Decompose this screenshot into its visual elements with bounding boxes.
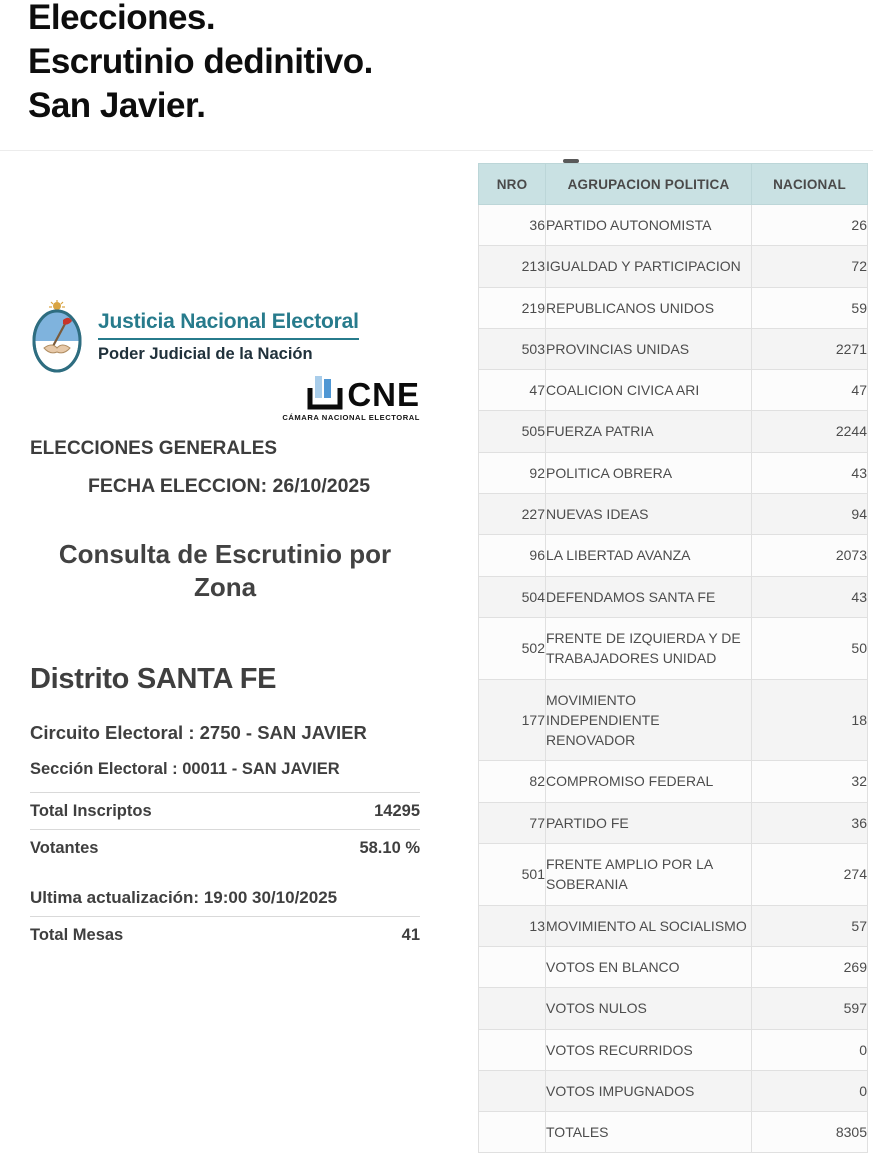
- table-row: [479, 370, 868, 411]
- stat-row-total-mesas: [30, 917, 420, 954]
- cell-agrupacion: PROVINCIAS UNIDAS: [546, 328, 752, 369]
- table-row: [479, 761, 868, 802]
- table-row: [479, 1112, 868, 1153]
- cell-agrupacion: PARTIDO AUTONOMISTA: [546, 205, 752, 246]
- stat-label: Votantes: [30, 838, 99, 857]
- table-row: [479, 246, 868, 287]
- cell-nro: 82: [479, 761, 546, 802]
- column-header-agrupacion: AGRUPACION POLITICA: [546, 164, 752, 205]
- table-row: [479, 494, 868, 535]
- cell-agrupacion: IGUALDAD Y PARTICIPACION: [546, 246, 752, 287]
- argentina-coat-of-arms-icon: [30, 300, 84, 374]
- cell-nro: [479, 1112, 546, 1153]
- cell-agrupacion: FRENTE AMPLIO POR LA SOBERANIA: [546, 844, 752, 906]
- cell-nacional: 72: [752, 246, 868, 287]
- cell-nro: 77: [479, 802, 546, 843]
- cell-nacional: 32: [752, 761, 868, 802]
- cne-logo-block: [30, 376, 420, 422]
- results-table-container: [478, 163, 867, 1153]
- table-row: [479, 988, 868, 1029]
- cell-agrupacion: COMPROMISO FEDERAL: [546, 761, 752, 802]
- cell-agrupacion: VOTOS NULOS: [546, 988, 752, 1029]
- cell-nacional: 43: [752, 576, 868, 617]
- table-row: [479, 328, 868, 369]
- section-divider: [0, 150, 873, 151]
- cell-agrupacion: FUERZA PATRIA: [546, 411, 752, 452]
- cell-nacional: 2271: [752, 328, 868, 369]
- cell-nro: [479, 988, 546, 1029]
- cell-agrupacion: COALICION CIVICA ARI: [546, 370, 752, 411]
- query-title: Consulta de Escrutinio por Zona: [58, 539, 392, 603]
- cell-nro: 505: [479, 411, 546, 452]
- jne-logo-text: [98, 300, 359, 364]
- cell-nacional: 2244: [752, 411, 868, 452]
- circuit-label: Circuito Electoral : 2750 - SAN JAVIER: [30, 721, 367, 743]
- cell-nro: [479, 1070, 546, 1111]
- last-update: Ultima actualización: 19:00 30/10/2025: [30, 888, 420, 917]
- cell-nacional: 8305: [752, 1112, 868, 1153]
- results-table: [478, 163, 868, 1153]
- cell-nacional: 0: [752, 1029, 868, 1070]
- results-table-body: [479, 205, 868, 1153]
- column-header-nacional: NACIONAL: [752, 164, 868, 205]
- table-row: [479, 679, 868, 761]
- table-row: [479, 617, 868, 679]
- cell-nacional: 47: [752, 370, 868, 411]
- jne-logo-row: [30, 300, 420, 374]
- cell-agrupacion: VOTOS IMPUGNADOS: [546, 1070, 752, 1111]
- cell-nro: 92: [479, 452, 546, 493]
- cell-nro: 227: [479, 494, 546, 535]
- page-title-line-1: Elecciones.: [28, 0, 216, 37]
- election-date: FECHA ELECCION: 26/10/2025: [88, 475, 371, 497]
- stat-row-inscriptos: [30, 793, 420, 830]
- cne-caption: CÁMARA NACIONAL ELECTORAL: [282, 413, 420, 422]
- table-row: [479, 1029, 868, 1070]
- section-label: Sección Electoral : 00011 - SAN JAVIER: [30, 759, 340, 778]
- results-table-header: [479, 164, 868, 205]
- cell-nro: 36: [479, 205, 546, 246]
- cell-nacional: 57: [752, 905, 868, 946]
- table-row: [479, 844, 868, 906]
- cell-nro: 213: [479, 246, 546, 287]
- cell-nro: [479, 1029, 546, 1070]
- stat-label: Total Inscriptos: [30, 801, 152, 820]
- cell-nro: 96: [479, 535, 546, 576]
- column-header-nro: NRO: [479, 164, 546, 205]
- cell-nro: 504: [479, 576, 546, 617]
- cell-agrupacion: VOTOS EN BLANCO: [546, 946, 752, 987]
- cell-nro: 219: [479, 287, 546, 328]
- cell-nro: 501: [479, 844, 546, 906]
- election-type: ELECCIONES GENERALES: [30, 438, 278, 459]
- cell-nro: 177: [479, 679, 546, 761]
- cell-nro: 13: [479, 905, 546, 946]
- table-row: [479, 1070, 868, 1111]
- cell-agrupacion: POLITICA OBRERA: [546, 452, 752, 493]
- cell-nacional: 59: [752, 287, 868, 328]
- cell-nacional: 50: [752, 617, 868, 679]
- jne-subtitle: Poder Judicial de la Nación: [98, 345, 313, 363]
- cell-nacional: 269: [752, 946, 868, 987]
- cell-agrupacion: DEFENDAMOS SANTA FE: [546, 576, 752, 617]
- cell-agrupacion: PARTIDO FE: [546, 802, 752, 843]
- cell-nro: 47: [479, 370, 546, 411]
- cell-agrupacion: FRENTE DE IZQUIERDA Y DE TRABAJADORES UNIDAD: [546, 617, 752, 679]
- cne-logo-row: [307, 376, 420, 413]
- table-row: [479, 946, 868, 987]
- cell-nro: [479, 946, 546, 987]
- cell-agrupacion: LA LIBERTAD AVANZA: [546, 535, 752, 576]
- summary-panel: [30, 300, 420, 954]
- cell-agrupacion: NUEVAS IDEAS: [546, 494, 752, 535]
- page-title-line-3: San Javier.: [28, 86, 206, 125]
- jne-title: Justicia Nacional Electoral: [98, 310, 359, 340]
- table-row: [479, 802, 868, 843]
- stat-value: 41: [401, 925, 420, 944]
- cell-nacional: 43: [752, 452, 868, 493]
- table-row: [479, 576, 868, 617]
- page-title-line-2: Escrutinio dedinitivo.: [28, 42, 373, 81]
- cell-nacional: 597: [752, 988, 868, 1029]
- table-row: [479, 287, 868, 328]
- cell-nacional: 18: [752, 679, 868, 761]
- cne-acronym: CNE: [347, 376, 420, 413]
- table-row: [479, 411, 868, 452]
- cell-agrupacion: MOVIMIENTO INDEPENDIENTE RENOVADOR: [546, 679, 752, 761]
- cell-agrupacion: MOVIMIENTO AL SOCIALISMO: [546, 905, 752, 946]
- district-title: Distrito SANTA FE: [30, 662, 277, 695]
- stat-row-votantes: [30, 830, 420, 866]
- stat-value: 14295: [374, 801, 420, 820]
- cell-nacional: 36: [752, 802, 868, 843]
- ballot-box-icon: [307, 376, 343, 410]
- cell-nacional: 26: [752, 205, 868, 246]
- cell-nacional: 94: [752, 494, 868, 535]
- cell-nro: 503: [479, 328, 546, 369]
- cell-agrupacion: REPUBLICANOS UNIDOS: [546, 287, 752, 328]
- cell-nacional: 274: [752, 844, 868, 906]
- page-title: [28, 0, 373, 128]
- table-row: [479, 205, 868, 246]
- stat-label: Total Mesas: [30, 925, 124, 944]
- stat-value: 58.10 %: [359, 838, 420, 857]
- cell-agrupacion: TOTALES: [546, 1112, 752, 1153]
- cell-nacional: 2073: [752, 535, 868, 576]
- table-row: [479, 905, 868, 946]
- cell-agrupacion: VOTOS RECURRIDOS: [546, 1029, 752, 1070]
- table-row: [479, 535, 868, 576]
- table-row: [479, 452, 868, 493]
- cell-nro: 502: [479, 617, 546, 679]
- cell-nacional: 0: [752, 1070, 868, 1111]
